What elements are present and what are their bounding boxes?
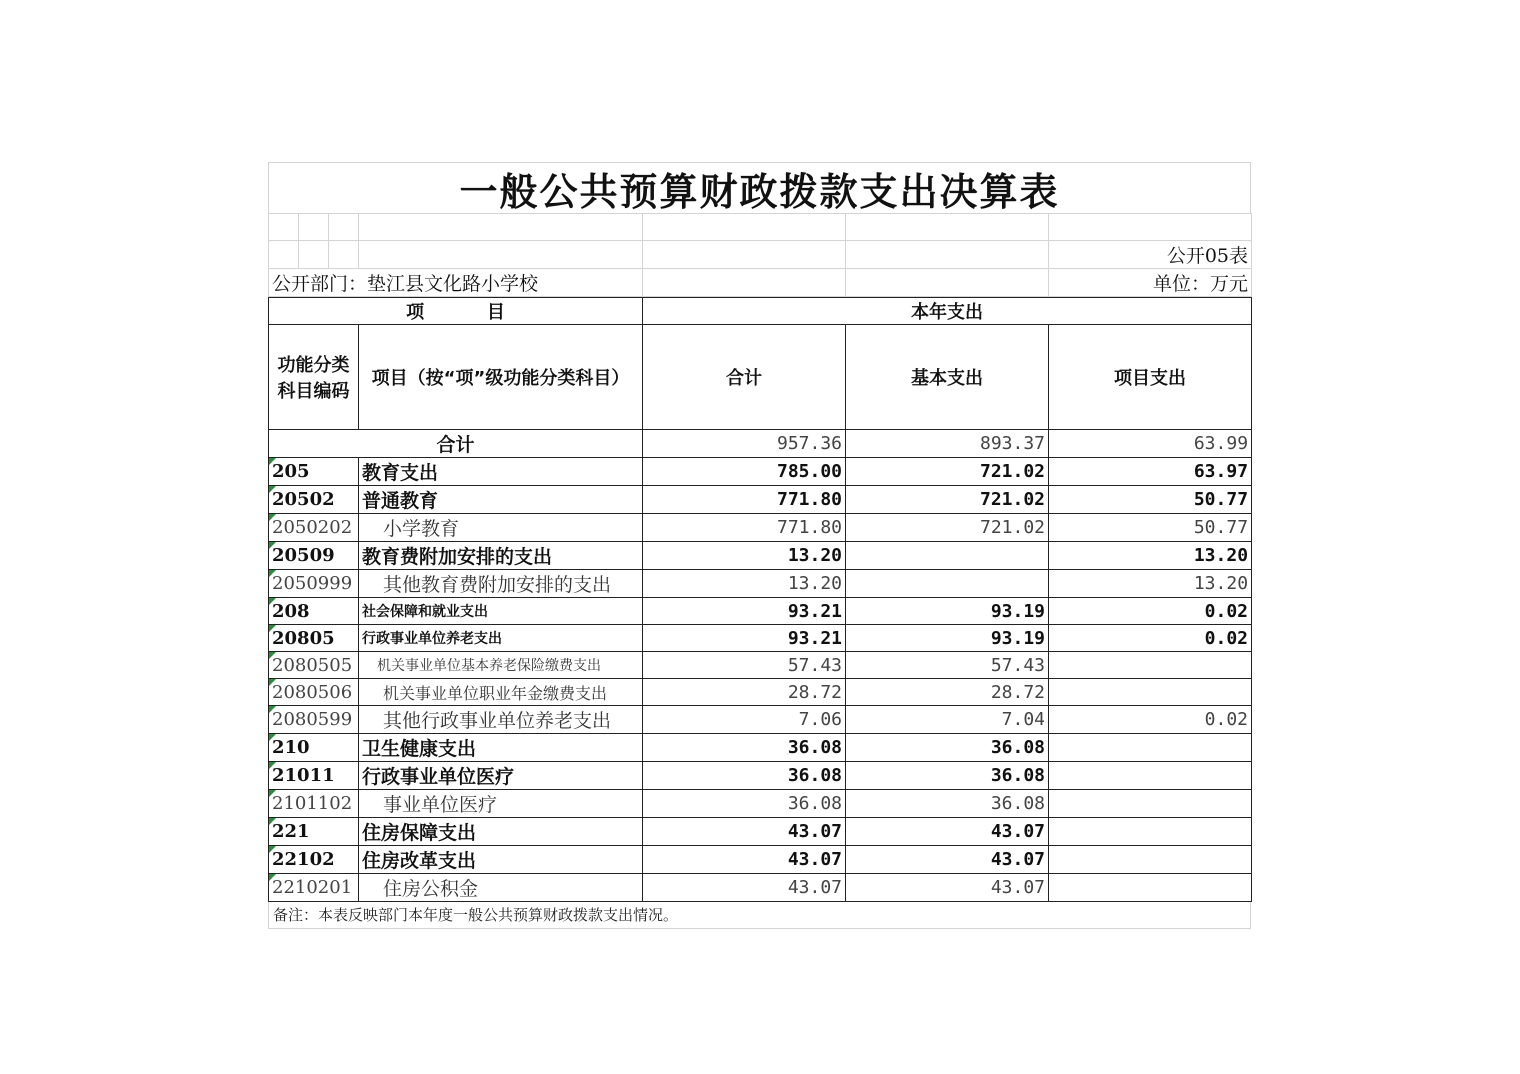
row-basic	[846, 570, 1049, 598]
row-code: 208	[269, 598, 359, 625]
row-basic: 721.02	[846, 486, 1049, 514]
row-project: 0.02	[1049, 706, 1252, 734]
row-basic: 28.72	[846, 679, 1049, 706]
table-row	[269, 514, 1252, 542]
blank-row	[269, 214, 1252, 241]
header-row-1	[269, 298, 1252, 325]
blank-cell	[299, 241, 329, 269]
row-name: 其他行政事业单位养老支出	[359, 706, 643, 734]
row-project: 0.02	[1049, 625, 1252, 652]
table-row	[269, 706, 1252, 734]
header-code: 功能分类科目编码	[269, 325, 359, 430]
table-row	[269, 598, 1252, 625]
row-project: 13.20	[1049, 542, 1252, 570]
department-label: 公开部门：垫江县文化路小学校	[269, 269, 643, 297]
row-code: 210	[269, 734, 359, 762]
row-name: 住房保障支出	[359, 818, 643, 846]
row-project	[1049, 846, 1252, 874]
blank-cell	[846, 269, 1049, 297]
sheet-header-grid	[268, 213, 1252, 297]
footnote: 备注：本表反映部门本年度一般公共预算财政拨款支出情况。	[268, 902, 1251, 929]
row-total: 13.20	[643, 542, 846, 570]
row-project: 50.77	[1049, 486, 1252, 514]
table-row	[269, 486, 1252, 514]
row-name: 机关事业单位基本养老保险缴费支出	[359, 652, 643, 679]
row-name: 小学教育	[359, 514, 643, 542]
row-project: 63.97	[1049, 458, 1252, 486]
budget-sheet	[268, 162, 1251, 929]
table-row	[269, 790, 1252, 818]
row-basic: 36.08	[846, 790, 1049, 818]
row-project: 50.77	[1049, 514, 1252, 542]
row-project	[1049, 652, 1252, 679]
row-total: 36.08	[643, 790, 846, 818]
row-code: 21011	[269, 762, 359, 790]
row-project	[1049, 679, 1252, 706]
row-code: 2050202	[269, 514, 359, 542]
blank-cell	[269, 214, 299, 241]
row-code: 20805	[269, 625, 359, 652]
row-basic	[846, 542, 1049, 570]
row-project: 0.02	[1049, 598, 1252, 625]
header-item-name: 项目（按“项”级功能分类科目）	[359, 325, 643, 430]
department-row	[269, 269, 1252, 297]
row-total: 43.07	[643, 846, 846, 874]
row-name: 社会保障和就业支出	[359, 598, 643, 625]
row-basic: 93.19	[846, 598, 1049, 625]
row-basic: 57.43	[846, 652, 1049, 679]
header-current-year: 本年支出	[643, 298, 1252, 325]
row-code: 2101102	[269, 790, 359, 818]
row-name: 机关事业单位职业年金缴费支出	[359, 679, 643, 706]
row-code: 2080599	[269, 706, 359, 734]
row-total: 28.72	[643, 679, 846, 706]
row-total: 36.08	[643, 734, 846, 762]
row-total: 771.80	[643, 486, 846, 514]
blank-cell	[269, 241, 299, 269]
row-name: 事业单位医疗	[359, 790, 643, 818]
form-no-row	[269, 241, 1252, 269]
blank-cell	[329, 241, 359, 269]
row-total: 93.21	[643, 598, 846, 625]
row-total: 771.80	[643, 514, 846, 542]
total-amount: 957.36	[643, 430, 846, 458]
total-basic: 893.37	[846, 430, 1049, 458]
row-code: 22102	[269, 846, 359, 874]
table-row	[269, 679, 1252, 706]
row-total: 13.20	[643, 570, 846, 598]
row-basic: 721.02	[846, 514, 1049, 542]
row-code: 2080505	[269, 652, 359, 679]
row-name: 卫生健康支出	[359, 734, 643, 762]
row-code: 20509	[269, 542, 359, 570]
row-code: 2210201	[269, 874, 359, 902]
row-name: 其他教育费附加安排的支出	[359, 570, 643, 598]
row-code: 2050999	[269, 570, 359, 598]
blank-cell	[359, 241, 643, 269]
row-basic: 721.02	[846, 458, 1049, 486]
row-name: 住房改革支出	[359, 846, 643, 874]
row-total: 43.07	[643, 818, 846, 846]
row-basic: 43.07	[846, 846, 1049, 874]
row-name: 行政事业单位养老支出	[359, 625, 643, 652]
row-basic: 36.08	[846, 762, 1049, 790]
row-name: 住房公积金	[359, 874, 643, 902]
row-code: 205	[269, 458, 359, 486]
table-row	[269, 874, 1252, 902]
row-name: 教育费附加安排的支出	[359, 542, 643, 570]
blank-cell	[1049, 214, 1252, 241]
form-number: 公开05表	[1049, 241, 1252, 269]
row-total: 36.08	[643, 762, 846, 790]
row-project: 13.20	[1049, 570, 1252, 598]
blank-cell	[846, 241, 1049, 269]
row-total: 57.43	[643, 652, 846, 679]
table-row	[269, 570, 1252, 598]
row-name: 教育支出	[359, 458, 643, 486]
blank-cell	[643, 269, 846, 297]
table-row	[269, 542, 1252, 570]
header-project: 项目支出	[1049, 325, 1252, 430]
row-project	[1049, 790, 1252, 818]
row-total: 785.00	[643, 458, 846, 486]
total-project: 63.99	[1049, 430, 1252, 458]
blank-cell	[359, 214, 643, 241]
table-row	[269, 818, 1252, 846]
row-project	[1049, 818, 1252, 846]
sheet-title: 一般公共预算财政拨款支出决算表	[268, 162, 1251, 213]
table-row	[269, 652, 1252, 679]
row-basic: 43.07	[846, 874, 1049, 902]
row-total: 43.07	[643, 874, 846, 902]
blank-cell	[643, 214, 846, 241]
header-total: 合计	[643, 325, 846, 430]
row-basic: 36.08	[846, 734, 1049, 762]
table-row	[269, 458, 1252, 486]
unit-label: 单位：万元	[1049, 269, 1252, 297]
header-row-2	[269, 325, 1252, 430]
budget-table	[268, 297, 1252, 902]
row-project	[1049, 762, 1252, 790]
row-total: 7.06	[643, 706, 846, 734]
table-row	[269, 846, 1252, 874]
row-name: 行政事业单位医疗	[359, 762, 643, 790]
header-item: 项 目	[269, 298, 643, 325]
row-code: 20502	[269, 486, 359, 514]
row-code: 2080506	[269, 679, 359, 706]
row-basic: 93.19	[846, 625, 1049, 652]
header-basic: 基本支出	[846, 325, 1049, 430]
blank-cell	[329, 214, 359, 241]
total-label: 合计	[269, 430, 643, 458]
blank-cell	[846, 214, 1049, 241]
blank-cell	[643, 241, 846, 269]
table-row	[269, 734, 1252, 762]
blank-cell	[299, 214, 329, 241]
row-code: 221	[269, 818, 359, 846]
row-basic: 43.07	[846, 818, 1049, 846]
row-name: 普通教育	[359, 486, 643, 514]
row-basic: 7.04	[846, 706, 1049, 734]
table-row	[269, 625, 1252, 652]
row-total: 93.21	[643, 625, 846, 652]
row-project	[1049, 874, 1252, 902]
row-project	[1049, 734, 1252, 762]
table-row	[269, 762, 1252, 790]
total-row	[269, 430, 1252, 458]
